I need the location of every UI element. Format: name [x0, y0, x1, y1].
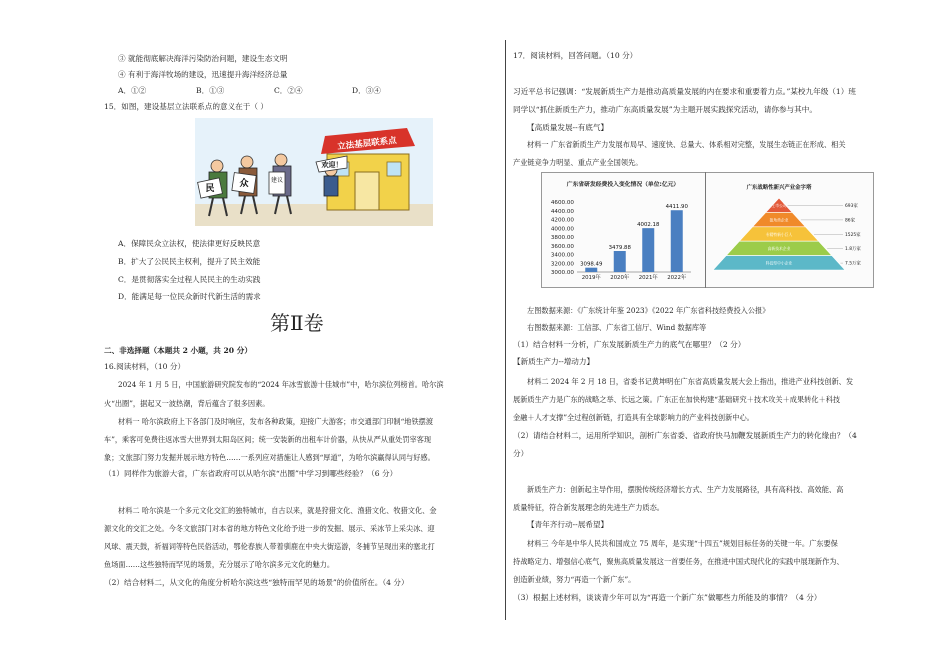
pyramid-value-label: 7.5万家: [845, 261, 861, 267]
q14-choice-d[interactable]: D．③④: [352, 86, 381, 95]
q16-material-line: 火“出圈”，据起又一波热潮，背后蕴含了很多因素。: [104, 399, 270, 408]
building-sign: 立法基层联系点: [336, 135, 398, 153]
x-tick-label: 2019年: [581, 275, 601, 281]
pyramid-value-label: 693家: [845, 204, 858, 209]
welcome-text: 欢迎！: [321, 161, 343, 169]
q15-option-a[interactable]: A．保障民众立法权，使法律更好反映民意: [118, 239, 261, 248]
y-tick-label: 3000.00: [550, 270, 574, 276]
material2-line: 金融＋人才支撑”全过程创新链，打造具有全球影响力的产业科技创新中心。: [513, 413, 754, 422]
q17-intro-line: 同学以“抓住新质生产力，推动广东高质量发展”为主题开展实践探究活动，请你参与其中。: [513, 105, 817, 114]
y-tick-label: 3800.00: [550, 235, 574, 241]
bar-value-label: 3098.49: [580, 261, 603, 268]
q16-material-line: 车”，乘客可免费往返冰雪大世界到太阳岛区间；统一安装新的出租车计价器，从快从严从重处罚宰客现: [104, 435, 432, 444]
q14-choice-c[interactable]: C．②④: [274, 86, 303, 95]
q16-material2-line: 风球、震天鼓，祈福词等特色民俗活动，鄂伦春族人带着驯鹿在中央大街巡游，冬捕节呈现出来的塞北打: [104, 542, 435, 551]
chart-divider: [705, 172, 706, 288]
material3-line: 持战略定力、增强信心底气，聚焦高质量发展这一首要任务，在推进中国式现代化的实践中展现新作为、: [513, 557, 844, 566]
pyramid-title: 广东战略性新兴产业金字塔: [746, 185, 812, 191]
sign-person-1: 民: [205, 184, 215, 194]
material3-line: 创造新业绩，努力“再造一个新广东”。: [513, 575, 636, 584]
pyramid-level-label: 上市公司: [771, 203, 787, 208]
x-tick-label: 2020年: [610, 275, 630, 281]
heading-2: 【新质生产力--增动力】: [513, 357, 595, 366]
y-tick-label: 3400.00: [550, 252, 574, 259]
q16-title: 16.阅读材料，（10 分）: [104, 362, 186, 371]
pyramid-value-label: 1525家: [845, 232, 861, 238]
q15-option-d[interactable]: D．能满足每一位民众新时代新生活的需求: [118, 292, 261, 301]
pyramid-level-label: 高新技术企业: [767, 246, 791, 252]
q17-title: 17．阅读材料，回答问题。（10 分）: [513, 51, 638, 60]
material2-line: 材料二 2024 年 2 月 18 日，省委书记黄坤明在广东省高质量发展大会上指出，推进产业科技创新、发: [527, 377, 854, 386]
q14-option-3: ③ 就能彻底解决海洋污染防治问题，建设生态文明: [118, 54, 288, 63]
building-door: [355, 172, 379, 210]
bar: [671, 210, 683, 272]
heading-1: 【高质量发展--有底气】: [527, 123, 609, 132]
bar: [585, 268, 597, 272]
bar: [614, 251, 626, 272]
material1-line: 产业链竞争力明显、重点产业全国领先。: [513, 158, 643, 167]
q17-intro-line: 习近平总书记强调：“发展新质生产力是推动高质量发展的内在要求和重要着力点。”某校九年级（1）班: [513, 87, 856, 96]
q17-question-2: （2）请结合材料二，运用所学知识，剖析广东省委、省政府快马加鞭发展新质生产力的转化缘由？（4: [513, 431, 857, 440]
q17-question-1: （1）结合材料一分析，广东发展新质生产力的底气在哪里？（2 分）: [513, 340, 746, 349]
q17-question-2-cont: 分）: [513, 449, 529, 458]
q14-choice-b[interactable]: B．①③: [196, 86, 225, 95]
sign-person-2: 众: [239, 179, 249, 189]
x-tick-label: 2021年: [638, 275, 658, 281]
material1-line: 材料一 广东省新质生产力发展布局早、速度快、总量大、体系相对完整，发展生态链正在形成、相关: [527, 140, 846, 149]
y-tick-label: 4000.00: [550, 226, 574, 233]
q16-question-2: （2）结合材料二，从文化的角度分析哈尔滨这些“独特而罕见的场景”的价值所在。（4 分）: [104, 578, 409, 587]
y-tick-label: 4400.00: [550, 208, 574, 215]
q17-question-3: （3）根据上述材料，谈谈青少年可以为“再造一个新广东”做哪些力所能及的事情？（4 分）: [513, 593, 822, 602]
q15-option-b[interactable]: B．扩大了公民民主权利，提升了民主效能: [118, 257, 261, 266]
left-chart-source: 左图数据来源：《广东统计年鉴 2023》《2022 年广东省科技经费投入公报》: [527, 306, 770, 315]
q16-material-line: 材料一 哈尔滨政府上下各部门及时响应，发布各种政策，迎接广大游客；市交通部门印制“地铁摆渡: [118, 417, 434, 426]
right-chart-source: 右图数据来源：工信部、广东省工信厅、Wind 数据库等: [527, 323, 707, 332]
bar: [642, 228, 654, 272]
x-tick-label: 2022年: [667, 275, 687, 281]
q14-option-4: ④ 有利于海洋牧场的建设，迅速提升海洋经济总量: [118, 70, 288, 79]
q16-question-1: （1）同样作为旅游大省，广东省政府可以从哈尔滨“出圈”中学习到哪些经验？（6 分）: [104, 469, 398, 478]
y-tick-label: 4200.00: [550, 217, 574, 224]
column-divider: [505, 40, 506, 620]
q16-material2-line: 材料二 哈尔滨是一个多元文化交汇的独特城市，自古以来，就是狩猎文化、渔猎文化、牧猎文化、金: [118, 506, 437, 515]
q14-choice-a[interactable]: A．①②: [118, 86, 147, 95]
y-tick-label: 3200.00: [550, 261, 574, 268]
section-title: 第Ⅱ卷: [270, 311, 324, 335]
rd-funding-bar-chart: [541, 172, 705, 286]
official-body: [324, 176, 338, 196]
definition-line: 新质生产力：创新起主导作用，摆脱传统经济增长方式、生产力发展路径，具有高科技、高效能、高: [527, 485, 844, 494]
q15-stem: 15．如图，建设基层立法联系点的意义在于（ ）: [104, 102, 268, 111]
industry-pyramid-chart: [707, 172, 871, 286]
q16-material2-line: 鱼场面……这些独特而罕见的场景，充分展示了哈尔滨多元文化的魅力。: [104, 560, 335, 569]
y-tick-label: 4600.00: [550, 200, 574, 206]
pyramid-level-label: 专精特新小巨人: [765, 231, 793, 237]
q16-material-line: 象；文旅部门努力发掘并展示地方特色……一系列应对措施让人感到“厚道”，为哈尔滨赢得认同与好感。: [104, 453, 435, 462]
bar-value-label: 4411.90: [665, 204, 688, 211]
y-tick-label: 3600.00: [550, 243, 574, 250]
material2-line: 展新质生产力是广东的战略之举、长远之策。广东正在加快构建“基础研究＋技术攻关＋成果转化＋科技: [513, 395, 841, 404]
part2-heading: 二、非选择题（本题共 2 小题，共 20 分）: [104, 346, 252, 355]
sign-person-3: 建议: [270, 177, 284, 184]
pyramid-value-label: 1.8万家: [845, 247, 861, 253]
material3-line: 材料三 今年是中华人民共和国成立 75 周年，是实现“十四五”规划目标任务的关键一年。广东要保: [527, 539, 838, 548]
legislation-cartoon: [195, 118, 433, 226]
q14-choices: [118, 86, 381, 96]
heading-3: 【青年齐行动--展希望】: [527, 520, 609, 529]
bar-value-label: 4002.18: [637, 222, 660, 229]
pyramid-level-label: 科技型中小企业: [765, 260, 793, 266]
pyramid-value-label: 86家: [845, 218, 855, 224]
definition-line: 质量特征，符合新发展理念的先进生产力质态。: [513, 503, 664, 512]
q16-material2-line: 源文化的交汇之处。今冬文旅部门对本省的地方特色文化给予进一步的发掘、展示、采冰节上采尖冰、迎: [104, 524, 435, 533]
bar-value-label: 3479.88: [608, 245, 631, 252]
q16-material-line: 2024 年 1 月 5 日，中国旅游研究院发布的“2024 年冰雪旅游十佳城市”中，哈尔滨位列榜首。哈尔滨: [118, 380, 444, 389]
pyramid-level-label: 独角兽企业: [769, 217, 789, 223]
q15-option-c[interactable]: C．是贯彻落实全过程人民民主的生动实践: [118, 275, 261, 284]
bar-chart-title: 广东省研发经费投入变化情况（单位:亿元）: [566, 182, 680, 188]
